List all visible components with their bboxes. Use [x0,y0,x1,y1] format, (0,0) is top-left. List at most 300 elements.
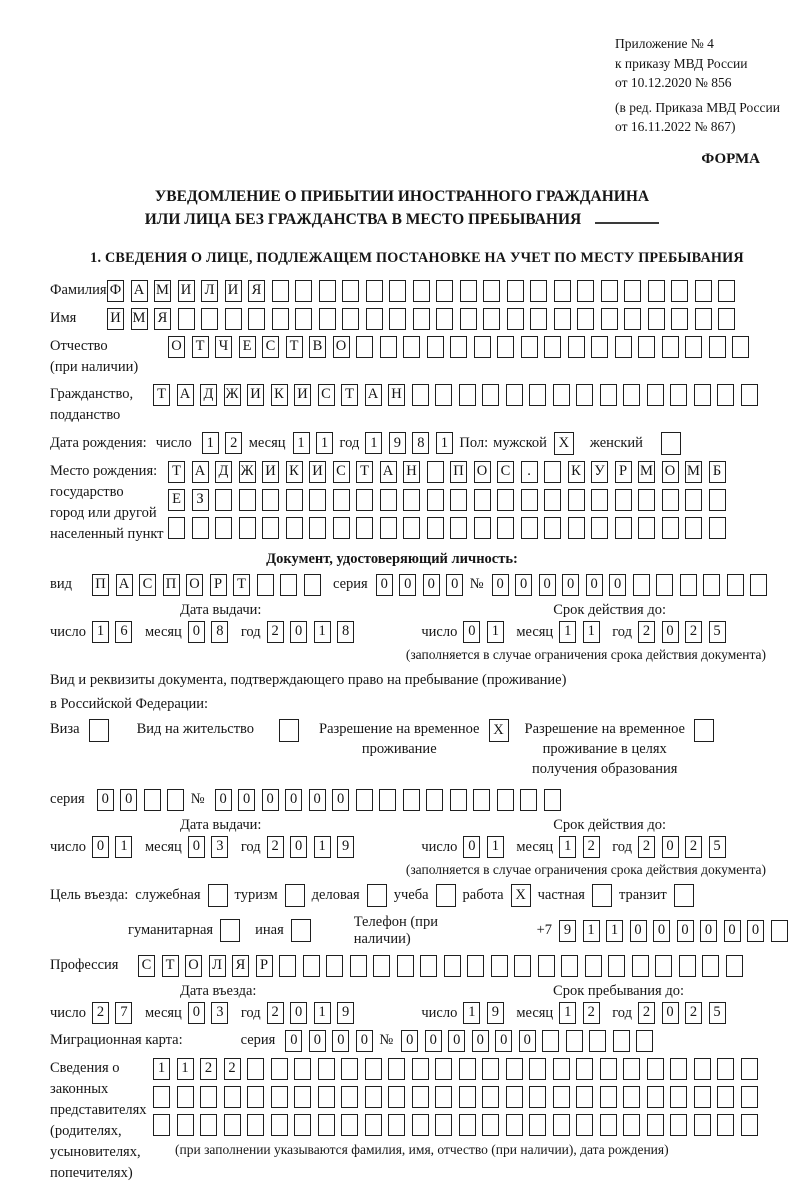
char-cell[interactable]: 0 [515,574,532,596]
char-cell[interactable] [670,1086,687,1108]
char-cell[interactable] [168,517,185,539]
char-cell[interactable]: 0 [423,574,440,596]
char-cell[interactable] [553,1058,570,1080]
char-cell[interactable] [638,489,655,511]
char-cell[interactable] [544,336,561,358]
char-cell[interactable] [262,517,279,539]
char-cell[interactable]: 1 [436,432,453,454]
char-cell[interactable] [662,336,679,358]
char-cell[interactable] [497,789,514,811]
char-cell[interactable]: О [186,574,203,596]
char-cell[interactable]: Б [709,461,726,483]
char-cell[interactable] [413,280,430,302]
char-cell[interactable]: 0 [472,1030,489,1052]
char-cell[interactable] [530,308,547,330]
char-cell[interactable]: 0 [463,836,480,858]
char-cell[interactable]: С [497,461,514,483]
char-cell[interactable]: 6 [115,621,132,643]
purpose-transit-checkbox[interactable] [674,884,694,907]
char-cell[interactable] [239,517,256,539]
char-cell[interactable]: 2 [225,432,242,454]
char-cell[interactable] [389,280,406,302]
char-cell[interactable]: Ф [107,280,124,302]
char-cell[interactable] [694,1114,711,1136]
char-cell[interactable]: 0 [425,1030,442,1052]
char-cell[interactable]: 0 [356,1030,373,1052]
char-cell[interactable]: Р [256,955,273,977]
char-cell[interactable] [647,384,664,406]
char-cell[interactable]: С [333,461,350,483]
char-cell[interactable] [741,1114,758,1136]
char-cell[interactable] [497,336,514,358]
char-cell[interactable]: Т [162,955,179,977]
char-cell[interactable] [248,308,265,330]
char-cell[interactable] [623,1086,640,1108]
char-cell[interactable] [529,1086,546,1108]
char-cell[interactable] [662,489,679,511]
char-cell[interactable]: Т [341,384,358,406]
char-cell[interactable]: 0 [562,574,579,596]
char-cell[interactable] [200,1086,217,1108]
char-cell[interactable]: 3 [211,1002,228,1024]
char-cell[interactable] [656,574,673,596]
char-cell[interactable] [450,789,467,811]
char-cell[interactable] [685,489,702,511]
char-cell[interactable]: 0 [188,1002,205,1024]
char-cell[interactable] [403,336,420,358]
char-cell[interactable] [303,955,320,977]
char-cell[interactable] [709,336,726,358]
char-cell[interactable] [333,517,350,539]
char-cell[interactable]: И [294,384,311,406]
char-cell[interactable] [319,308,336,330]
char-cell[interactable]: 2 [267,836,284,858]
char-cell[interactable] [294,1058,311,1080]
char-cell[interactable] [356,489,373,511]
char-cell[interactable] [450,517,467,539]
char-cell[interactable] [566,1030,583,1052]
char-cell[interactable]: А [131,280,148,302]
char-cell[interactable]: Я [154,308,171,330]
char-cell[interactable]: 1 [153,1058,170,1080]
char-cell[interactable]: 0 [309,789,326,811]
char-cell[interactable] [459,1114,476,1136]
char-cell[interactable] [648,308,665,330]
char-cell[interactable] [741,384,758,406]
char-cell[interactable]: Р [210,574,227,596]
char-cell[interactable] [591,517,608,539]
temp-permit-checkbox[interactable]: X [489,719,509,742]
char-cell[interactable] [318,1058,335,1080]
char-cell[interactable] [718,280,735,302]
char-cell[interactable]: 2 [267,621,284,643]
char-cell[interactable]: Е [239,336,256,358]
char-cell[interactable]: О [662,461,679,483]
char-cell[interactable]: 7 [115,1002,132,1024]
char-cell[interactable] [342,308,359,330]
char-cell[interactable] [380,489,397,511]
visa-checkbox[interactable] [89,719,109,742]
char-cell[interactable] [680,574,697,596]
char-cell[interactable]: А [380,461,397,483]
char-cell[interactable] [647,1086,664,1108]
char-cell[interactable] [521,517,538,539]
char-cell[interactable] [750,574,767,596]
char-cell[interactable]: Л [201,280,218,302]
char-cell[interactable] [247,1114,264,1136]
char-cell[interactable] [727,574,744,596]
char-cell[interactable] [608,955,625,977]
char-cell[interactable]: 0 [724,920,741,942]
char-cell[interactable]: 0 [448,1030,465,1052]
char-cell[interactable] [482,1058,499,1080]
char-cell[interactable] [262,489,279,511]
char-cell[interactable] [670,1058,687,1080]
char-cell[interactable]: 1 [92,621,109,643]
char-cell[interactable]: К [568,461,585,483]
char-cell[interactable] [309,517,326,539]
char-cell[interactable]: И [107,308,124,330]
char-cell[interactable] [585,955,602,977]
char-cell[interactable] [436,280,453,302]
char-cell[interactable] [717,1086,734,1108]
char-cell[interactable]: 0 [290,1002,307,1024]
char-cell[interactable]: 1 [559,621,576,643]
char-cell[interactable]: Н [403,461,420,483]
char-cell[interactable]: А [192,461,209,483]
char-cell[interactable] [473,789,490,811]
char-cell[interactable] [497,489,514,511]
char-cell[interactable] [554,280,571,302]
char-cell[interactable] [271,1086,288,1108]
char-cell[interactable] [247,1086,264,1108]
char-cell[interactable] [542,1030,559,1052]
char-cell[interactable] [474,489,491,511]
char-cell[interactable]: 1 [365,432,382,454]
purpose-private-checkbox[interactable] [592,884,612,907]
char-cell[interactable]: Ж [239,461,256,483]
char-cell[interactable]: 1 [487,621,504,643]
char-cell[interactable]: 2 [638,836,655,858]
char-cell[interactable] [671,308,688,330]
char-cell[interactable] [365,1114,382,1136]
char-cell[interactable] [467,955,484,977]
char-cell[interactable] [403,489,420,511]
sex-male-checkbox[interactable]: X [554,432,574,455]
char-cell[interactable] [403,517,420,539]
char-cell[interactable]: К [271,384,288,406]
char-cell[interactable]: И [262,461,279,483]
char-cell[interactable]: 0 [285,789,302,811]
char-cell[interactable]: 0 [188,836,205,858]
char-cell[interactable] [215,489,232,511]
char-cell[interactable] [576,384,593,406]
char-cell[interactable] [623,1114,640,1136]
char-cell[interactable]: 9 [389,432,406,454]
char-cell[interactable] [600,1086,617,1108]
char-cell[interactable] [435,1058,452,1080]
char-cell[interactable]: Ж [224,384,241,406]
char-cell[interactable] [412,1058,429,1080]
char-cell[interactable] [506,1058,523,1080]
char-cell[interactable] [482,384,499,406]
char-cell[interactable]: Д [215,461,232,483]
char-cell[interactable] [648,280,665,302]
char-cell[interactable]: 1 [314,836,331,858]
char-cell[interactable] [420,955,437,977]
char-cell[interactable] [506,1114,523,1136]
char-cell[interactable]: С [139,574,156,596]
char-cell[interactable]: 2 [92,1002,109,1024]
char-cell[interactable]: 1 [583,621,600,643]
char-cell[interactable]: А [116,574,133,596]
char-cell[interactable] [356,336,373,358]
char-cell[interactable] [576,1058,593,1080]
char-cell[interactable] [225,308,242,330]
char-cell[interactable] [201,308,218,330]
char-cell[interactable]: М [685,461,702,483]
char-cell[interactable]: 8 [211,621,228,643]
char-cell[interactable] [576,1114,593,1136]
char-cell[interactable] [224,1086,241,1108]
char-cell[interactable]: 1 [314,1002,331,1024]
char-cell[interactable] [144,789,161,811]
char-cell[interactable]: И [178,280,195,302]
char-cell[interactable] [341,1114,358,1136]
char-cell[interactable]: 0 [662,621,679,643]
char-cell[interactable] [295,280,312,302]
char-cell[interactable] [717,1114,734,1136]
char-cell[interactable] [304,574,321,596]
char-cell[interactable] [333,489,350,511]
char-cell[interactable]: 0 [332,1030,349,1052]
char-cell[interactable] [460,280,477,302]
char-cell[interactable] [435,384,452,406]
char-cell[interactable] [279,955,296,977]
char-cell[interactable]: 1 [202,432,219,454]
char-cell[interactable]: А [365,384,382,406]
char-cell[interactable] [474,336,491,358]
char-cell[interactable] [192,517,209,539]
char-cell[interactable]: 1 [115,836,132,858]
char-cell[interactable] [702,955,719,977]
char-cell[interactable] [271,1114,288,1136]
char-cell[interactable] [380,336,397,358]
char-cell[interactable] [636,1030,653,1052]
char-cell[interactable]: Т [153,384,170,406]
char-cell[interactable] [412,384,429,406]
char-cell[interactable] [427,336,444,358]
char-cell[interactable]: 0 [492,574,509,596]
char-cell[interactable]: Я [232,955,249,977]
char-cell[interactable] [553,1086,570,1108]
char-cell[interactable] [388,1058,405,1080]
edu-permit-checkbox[interactable] [694,719,714,742]
char-cell[interactable] [554,308,571,330]
char-cell[interactable]: И [247,384,264,406]
char-cell[interactable] [771,920,788,942]
char-cell[interactable]: Т [286,336,303,358]
char-cell[interactable] [718,308,735,330]
char-cell[interactable]: 0 [399,574,416,596]
char-cell[interactable]: М [154,280,171,302]
char-cell[interactable]: 0 [700,920,717,942]
char-cell[interactable]: 2 [267,1002,284,1024]
purpose-tourism-checkbox[interactable] [285,884,305,907]
char-cell[interactable] [521,336,538,358]
char-cell[interactable]: 3 [211,836,228,858]
char-cell[interactable] [615,489,632,511]
char-cell[interactable] [529,1114,546,1136]
char-cell[interactable] [397,955,414,977]
char-cell[interactable] [624,280,641,302]
char-cell[interactable]: 0 [92,836,109,858]
char-cell[interactable] [695,280,712,302]
char-cell[interactable]: Я [248,280,265,302]
char-cell[interactable] [717,384,734,406]
char-cell[interactable]: О [333,336,350,358]
char-cell[interactable] [600,384,617,406]
char-cell[interactable]: 0 [463,621,480,643]
char-cell[interactable] [529,1058,546,1080]
char-cell[interactable]: 0 [401,1030,418,1052]
char-cell[interactable]: 0 [215,789,232,811]
char-cell[interactable]: А [177,384,194,406]
char-cell[interactable] [623,1058,640,1080]
char-cell[interactable]: И [225,280,242,302]
purpose-work-checkbox[interactable]: X [511,884,531,907]
char-cell[interactable]: 2 [583,1002,600,1024]
purpose-study-checkbox[interactable] [436,884,456,907]
char-cell[interactable] [412,1086,429,1108]
char-cell[interactable] [530,280,547,302]
char-cell[interactable] [403,789,420,811]
char-cell[interactable] [685,517,702,539]
char-cell[interactable] [632,955,649,977]
char-cell[interactable] [491,955,508,977]
char-cell[interactable]: 9 [559,920,576,942]
char-cell[interactable] [153,1086,170,1108]
char-cell[interactable]: В [309,336,326,358]
char-cell[interactable] [326,955,343,977]
char-cell[interactable] [167,789,184,811]
char-cell[interactable]: 0 [309,1030,326,1052]
char-cell[interactable]: 0 [446,574,463,596]
char-cell[interactable]: 1 [487,836,504,858]
char-cell[interactable] [633,574,650,596]
char-cell[interactable] [380,517,397,539]
char-cell[interactable] [568,489,585,511]
char-cell[interactable] [435,1086,452,1108]
char-cell[interactable] [483,280,500,302]
char-cell[interactable] [389,308,406,330]
char-cell[interactable] [613,1030,630,1052]
char-cell[interactable]: 0 [285,1030,302,1052]
char-cell[interactable] [459,384,476,406]
char-cell[interactable] [670,1114,687,1136]
residence-permit-checkbox[interactable] [279,719,299,742]
char-cell[interactable]: 2 [583,836,600,858]
char-cell[interactable]: 1 [606,920,623,942]
char-cell[interactable] [576,1086,593,1108]
char-cell[interactable] [309,489,326,511]
char-cell[interactable] [521,489,538,511]
char-cell[interactable]: 2 [638,621,655,643]
char-cell[interactable]: Т [356,461,373,483]
char-cell[interactable]: 9 [487,1002,504,1024]
char-cell[interactable] [694,1086,711,1108]
char-cell[interactable]: Р [615,461,632,483]
char-cell[interactable] [341,1086,358,1108]
char-cell[interactable]: 1 [293,432,310,454]
char-cell[interactable] [294,1114,311,1136]
char-cell[interactable] [295,308,312,330]
char-cell[interactable]: 0 [97,789,114,811]
char-cell[interactable] [366,308,383,330]
char-cell[interactable] [412,1114,429,1136]
char-cell[interactable] [506,1086,523,1108]
char-cell[interactable] [568,336,585,358]
char-cell[interactable]: 0 [262,789,279,811]
char-cell[interactable]: З [192,489,209,511]
char-cell[interactable] [474,517,491,539]
char-cell[interactable]: 0 [609,574,626,596]
char-cell[interactable] [553,1114,570,1136]
char-cell[interactable]: 0 [662,836,679,858]
char-cell[interactable]: И [309,461,326,483]
char-cell[interactable]: 2 [685,836,702,858]
purpose-official-checkbox[interactable] [208,884,228,907]
char-cell[interactable]: 1 [559,1002,576,1024]
char-cell[interactable] [178,308,195,330]
char-cell[interactable]: 9 [337,836,354,858]
char-cell[interactable] [356,517,373,539]
char-cell[interactable] [514,955,531,977]
char-cell[interactable] [624,308,641,330]
char-cell[interactable] [544,517,561,539]
char-cell[interactable] [272,280,289,302]
char-cell[interactable] [741,1086,758,1108]
char-cell[interactable] [591,489,608,511]
char-cell[interactable] [427,489,444,511]
char-cell[interactable]: 2 [638,1002,655,1024]
purpose-humanitarian-checkbox[interactable] [220,919,240,942]
char-cell[interactable] [483,308,500,330]
char-cell[interactable] [215,517,232,539]
char-cell[interactable] [670,384,687,406]
char-cell[interactable] [695,308,712,330]
char-cell[interactable] [544,461,561,483]
char-cell[interactable] [647,1058,664,1080]
char-cell[interactable]: 2 [224,1058,241,1080]
char-cell[interactable] [177,1114,194,1136]
char-cell[interactable]: С [318,384,335,406]
char-cell[interactable]: 2 [685,621,702,643]
char-cell[interactable]: Н [388,384,405,406]
char-cell[interactable] [506,384,523,406]
char-cell[interactable]: 1 [316,432,333,454]
char-cell[interactable] [271,1058,288,1080]
char-cell[interactable]: 2 [685,1002,702,1024]
char-cell[interactable] [655,955,672,977]
char-cell[interactable]: О [185,955,202,977]
char-cell[interactable]: К [286,461,303,483]
char-cell[interactable] [647,1114,664,1136]
char-cell[interactable] [294,1086,311,1108]
char-cell[interactable] [615,517,632,539]
char-cell[interactable]: Т [192,336,209,358]
purpose-business-checkbox[interactable] [367,884,387,907]
